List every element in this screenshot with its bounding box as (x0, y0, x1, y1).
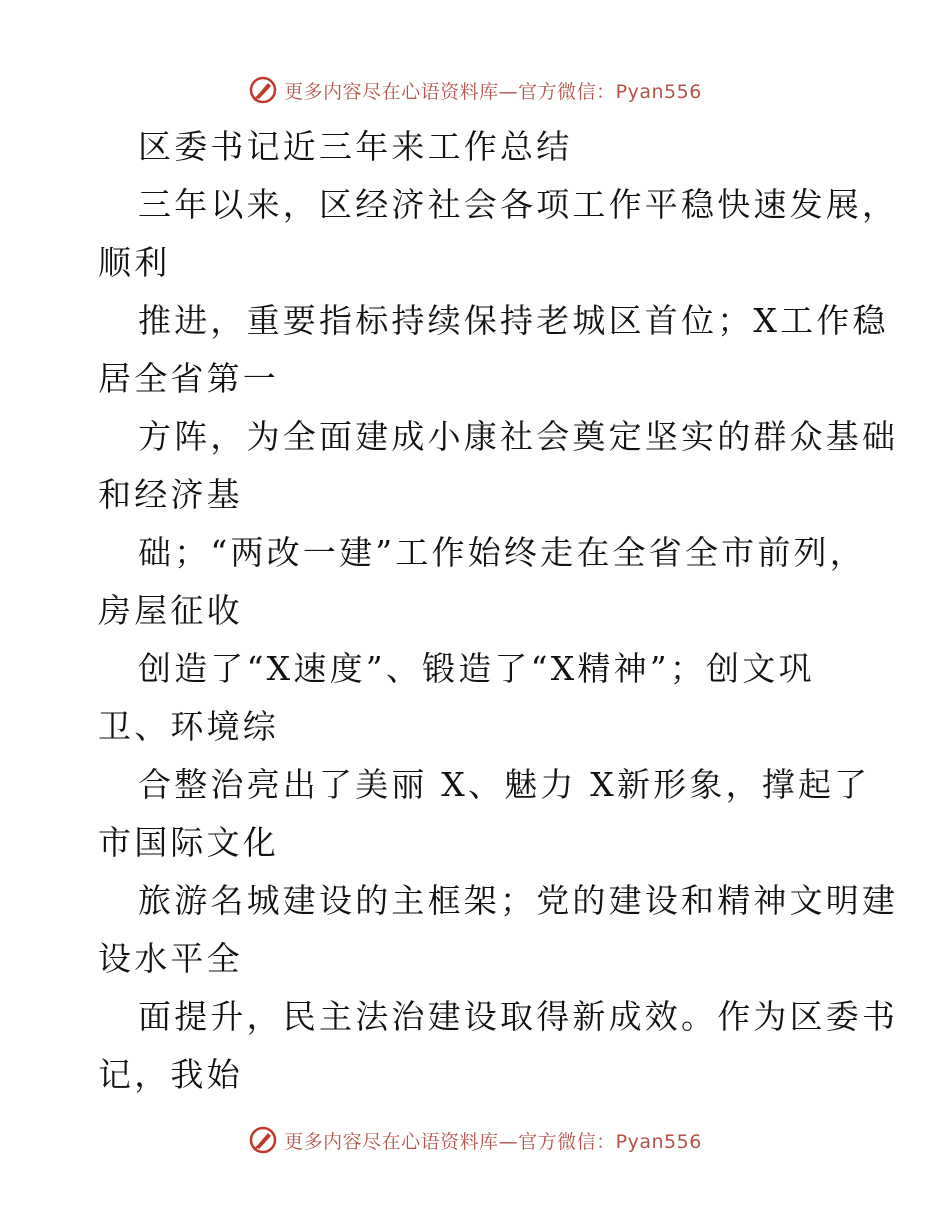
paragraph-line: 面提升，民主法治建设取得新成效。作为区委书 (138, 997, 899, 1036)
paragraph-line: 合整治亮出了美丽 X、魅力 X新形象，撑起了 (138, 765, 871, 804)
wechat-id: Pyan556 (615, 1130, 702, 1153)
paragraph-line: 三年以来，区经济社会各项工作平稳快速发展， (138, 185, 899, 224)
paragraph-line: 房屋征收 (98, 591, 243, 630)
paragraph-line: 顺利 (98, 243, 171, 282)
paragraph-line: 卫、环境综 (98, 707, 279, 746)
paragraph-line: 市国际文化 (98, 823, 279, 862)
paragraph-line: 居全省第一 (98, 359, 279, 398)
paragraph-line: 设水平全 (98, 939, 243, 978)
paragraph-line: 和经济基 (98, 475, 243, 514)
quill-logo-icon (248, 1125, 278, 1155)
watermark-text: 更多内容尽在心语资料库—官方微信：Pyan556 (284, 80, 702, 103)
wechat-id: Pyan556 (615, 80, 702, 103)
paragraph-line: 推进，重要指标持续保持老城区首位；X工作稳 (138, 301, 889, 340)
paragraph-line: 础；“两改一建”工作始终走在全省全市前列， (138, 533, 866, 572)
paragraph-line: 创造了“X速度”、锻造了“X精神”；创文巩 (138, 649, 815, 688)
paragraph-line: 方阵，为全面建成小康社会奠定坚实的群众基础 (138, 417, 899, 456)
paragraph-line: 记，我始 (98, 1055, 243, 1094)
paragraph-line: 旅游名城建设的主框架；党的建设和精神文明建 (138, 881, 899, 920)
footer-watermark-banner (0, 1122, 950, 1158)
watermark-text: 更多内容尽在心语资料库—官方微信：Pyan556 (284, 1130, 702, 1153)
document-title: 区委书记近三年来工作总结 (138, 127, 573, 166)
